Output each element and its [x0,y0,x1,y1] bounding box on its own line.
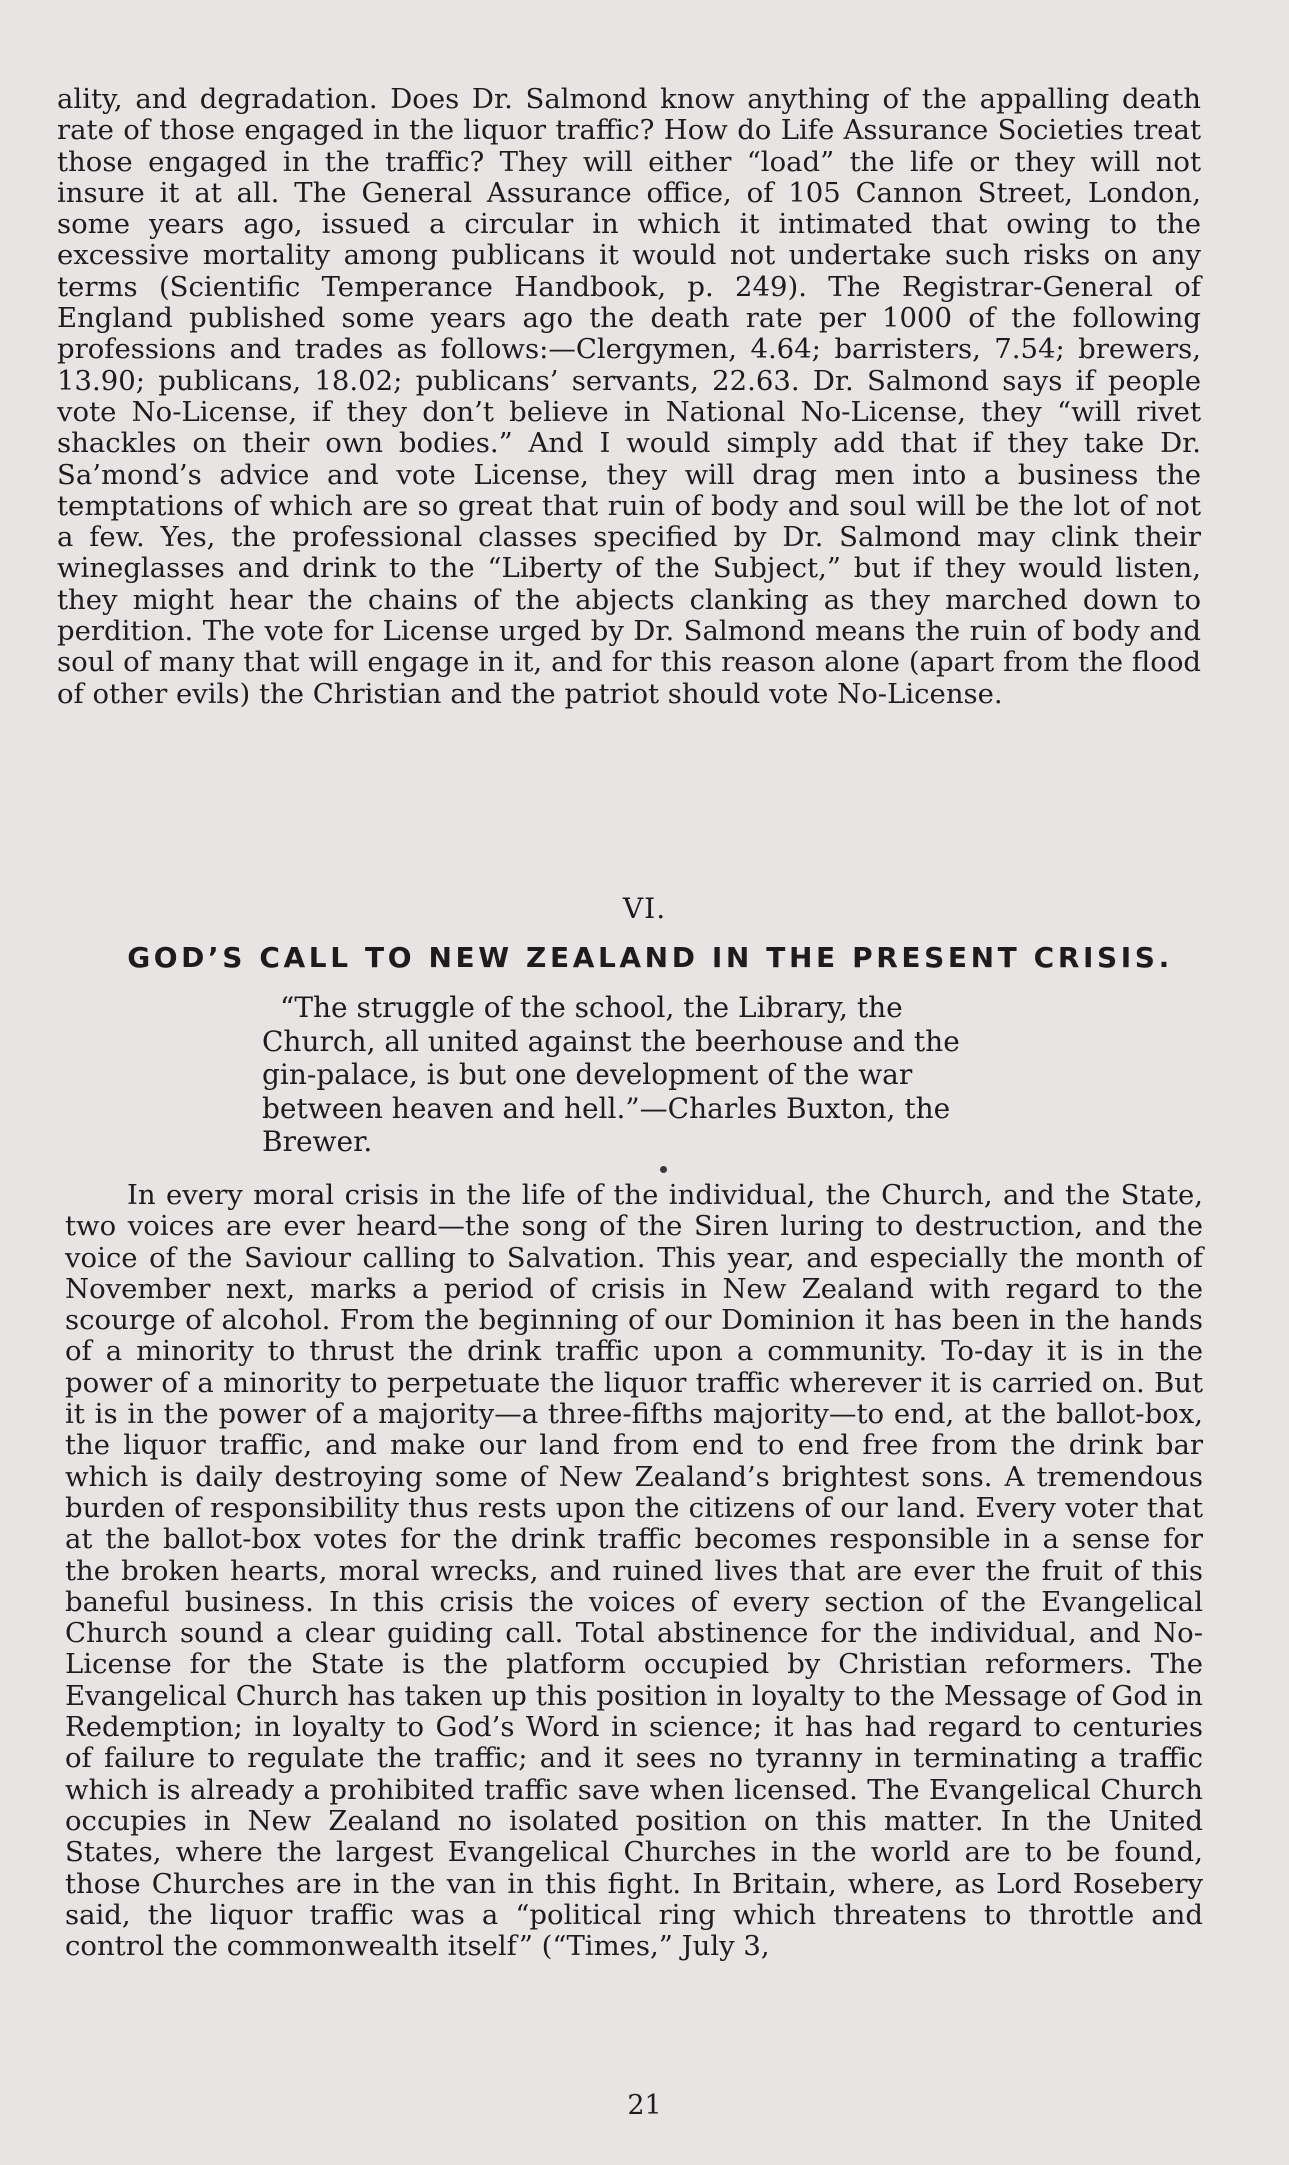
page-number: 21 [627,2090,662,2121]
section-title: GOD’S CALL TO NEW ZEALAND IN THE PRESENT CRISIS. [127,941,1173,974]
section-number: VI. [622,892,667,925]
continuation-paragraph: ality, and degradation. Does Dr. Salmond know anything of the appalling death rate of those engaged in the liquor traffic? How do Life Assurance Societies treat those engaged in the traffic? They will either “load” the life or they will not insure it at all. The General Assurance office, of 105 Cannon Street, London, some years ago, issued a circular in which it intimated that owing to the excessive mortality among publicans it would not undertake such risks on any terms (Scientific Temperance Handbook, p. 249). The Registrar-General of England published some years ago the death rate per 1000 of the following professions and trades as follows:—Clergymen, 4.64; barristers, 7.54; brewers, 13.90; publicans, 18.02; publicans’ servants, 22.63. Dr. Salmond says if people vote No-License, if they don’t believe in National No-License, they “will rivet shackles on their own bodies.” And I would simply add that if they take Dr. Sa’mond’s advice and vote License, they will drag men into a business the temptations of which are so great that ruin of body and soul will be the lot of not a few. Yes, the professional classes specified by Dr. Salmond may clink their wineglasses and drink to the “Liberty of the Subject,” but if they would listen, they might hear the chains of the abjects clanking as they marched down to perdition. The vote for License urged by Dr. Salmond means the ruin of body and soul of many that will engage in it, and for this reason alone (apart from the flood of other evils) the Christian and the patriot should vote No-License. [57,83,1201,710]
epigraph-quote: “The struggle of the school, the Library, the Church, all united against the beerhouse and the gin-palace, is but one development of the war between heaven and hell.”—Charles Buxton, the Brewer. [262,991,960,1159]
body-paragraph: In every moral crisis in the life of the individual, the Church, and the State, two voices are ever heard—the song of the Siren luring to destruction, and the voice of the Saviour calling to Salvation. This year, and especially the month of November next, marks a period of crisis in New Zealand with regard to the scourge of alcohol. From the beginning of our Dominion it has been in the hands of a minority to thrust the drink traffic upon a community. To-day it is in the power of a minority to perpetuate the liquor traffic wherever it is carried on. But it is in the power of a majority—a three-fifths majority—to end, at the ballot-box, the liquor traffic, and make our land from end to end free from the drink bar which is daily destroying some of New Zealand’s brightest sons. A tremendous burden of responsibility thus rests upon the citizens of our land. Every voter that at the ballot-box votes for the drink traffic becomes responsible in a sense for the broken hearts, moral wrecks, and ruined lives that are ever the fruit of this baneful business. In this crisis the voices of every section of the Evangelical Church sound a clear guiding call. Total abstinence for the individual, and No-License for the State is the platform occupied by Christian reformers. The Evangelical Church has taken up this position in loyalty to the Message of God in Redemption; in loyalty to God’s Word in science; it has had regard to centuries of failure to regulate the traffic; and it sees no tyranny in terminating a traffic which is already a prohibited traffic save when licensed. The Evangelical Church occupies in New Zealand no isolated position on this matter. In the United States, where the largest Evangelical Churches in the world are to be found, those Churches are in the van in this fight. In Britain, where, as Lord Rosebery said, the liquor traffic was a “political ring which threatens to throttle and control the commonwealth itself” (“Times,” July 3, [65,1179,1203,1963]
ornament-dot [660,1166,667,1173]
